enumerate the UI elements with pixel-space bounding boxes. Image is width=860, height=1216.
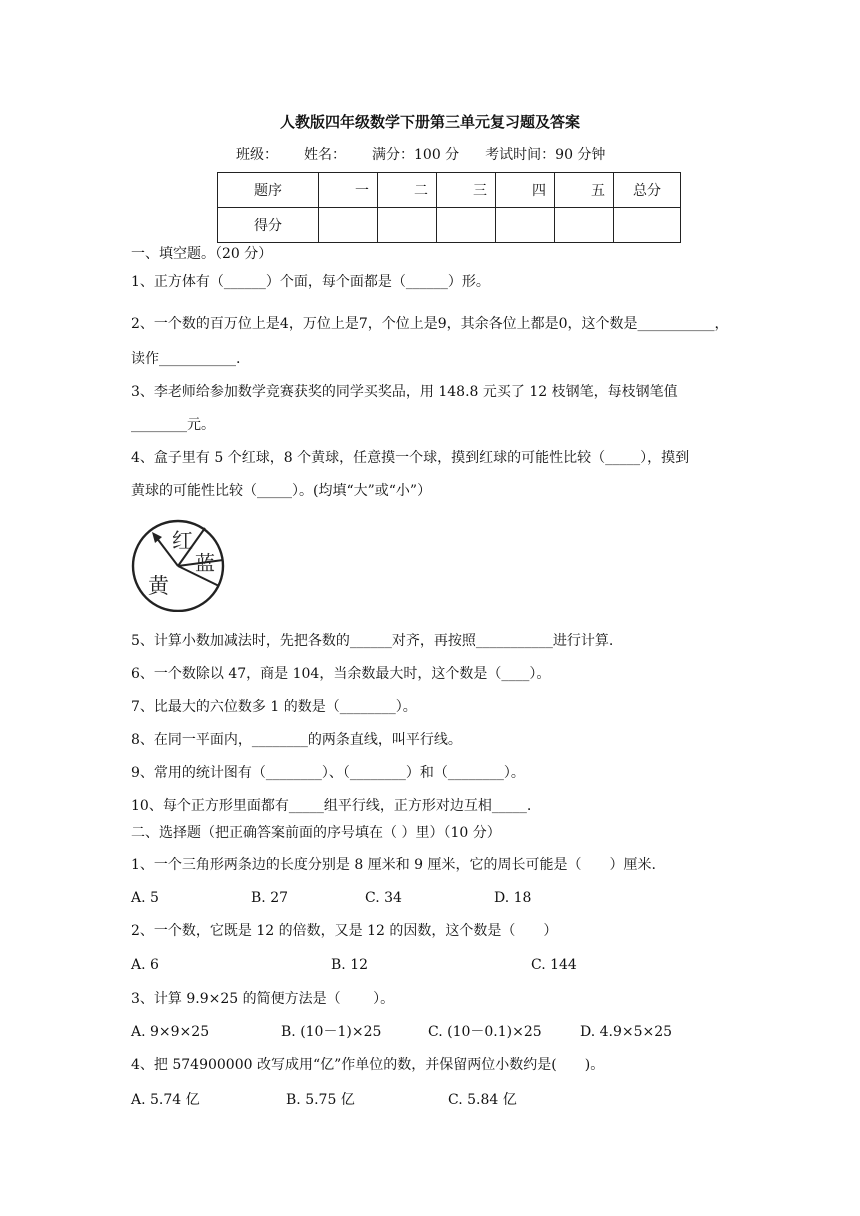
spinner-label-red: 红 <box>172 529 193 553</box>
table-cell: 三 <box>437 173 496 208</box>
option-2-3-c: C. (10－0.1)×25 <box>428 1024 542 1040</box>
question-1-2-line1: 2、一个数的百万位上是4，万位上是7，个位上是9，其余各位上都是0，这个数是___________， <box>131 316 729 332</box>
spinner-diagram <box>128 518 228 612</box>
question-1-1: 1、正方体有（______）个面，每个面都是（______）形。 <box>131 274 490 290</box>
option-2-2-a: A. 6 <box>131 957 159 973</box>
full-score: 满分：100 分 <box>372 147 460 163</box>
question-2-4: 4、把 574900000 改写成用“亿”作单位的数，并保留两位小数约是( )。 <box>131 1057 605 1073</box>
option-2-1-d: D. 18 <box>494 890 532 906</box>
option-2-3-d: D. 4.9×5×25 <box>580 1024 673 1040</box>
page-title: 人教版四年级数学下册第三单元复习题及答案 <box>279 113 580 131</box>
option-2-4-b: B. 5.75 亿 <box>286 1092 355 1108</box>
score-input-cell[interactable] <box>437 208 496 243</box>
question-1-3-line2: ________元。 <box>131 417 215 433</box>
header-info <box>236 146 605 164</box>
table-row <box>218 173 681 208</box>
section2-heading: 二、选择题（把正确答案前面的序号填在（ ）里）（10 分） <box>131 825 501 841</box>
table-row <box>218 208 681 243</box>
option-2-2-b: B. 12 <box>331 957 369 973</box>
question-1-6: 6、一个数除以 47，商是 104，当余数最大时，这个数是（____）。 <box>131 666 551 682</box>
question-1-9: 9、常用的统计图有（________）、（________）和（________）。 <box>131 765 525 781</box>
question-2-1: 1、一个三角形两条边的长度分别是 8 厘米和 9 厘米，它的周长可能是（ ）厘米. <box>131 857 656 873</box>
option-2-4-a: A. 5.74 亿 <box>131 1092 200 1108</box>
table-cell: 五 <box>555 173 614 208</box>
spinner-label-yellow: 黄 <box>148 574 169 598</box>
question-1-3-line1: 3、李老师给参加数学竞赛获奖的同学买奖品，用 148.8 元买了 12 枝钢笔，每枝钢笔值 <box>131 384 678 400</box>
option-2-4-c: C. 5.84 亿 <box>448 1092 517 1108</box>
option-2-3-a: A. 9×9×25 <box>131 1024 210 1040</box>
score-input-cell[interactable] <box>319 208 378 243</box>
option-2-1-b: B. 27 <box>251 890 289 906</box>
question-1-7: 7、比最大的六位数多 1 的数是（________）。 <box>131 699 417 715</box>
table-cell: 二 <box>378 173 437 208</box>
score-input-cell[interactable] <box>378 208 437 243</box>
table-cell: 一 <box>319 173 378 208</box>
question-1-4-line2: 黄球的可能性比较（_____）。(均填“大”或“小”） <box>131 483 432 499</box>
score-input-cell[interactable] <box>614 208 681 243</box>
section1-heading: 一、填空题。（20 分） <box>131 246 273 262</box>
name-label: 姓名： <box>304 147 346 163</box>
option-2-1-a: A. 5 <box>131 890 159 906</box>
spinner-label-blue: 蓝 <box>195 551 215 575</box>
score-input-cell[interactable] <box>496 208 555 243</box>
option-2-1-c: C. 34 <box>365 890 402 906</box>
question-2-3: 3、计算 9.9×25 的简便方法是（ ）。 <box>131 991 395 1007</box>
exam-time: 考试时间：90 分钟 <box>485 147 606 163</box>
question-1-10: 10、每个正方形里面都有_____组平行线，正方形对边互相_____. <box>131 798 532 814</box>
question-1-8: 8、在同一平面内，________的两条直线，叫平行线。 <box>131 732 462 748</box>
question-1-5: 5、计算小数加减法时，先把各数的______对齐，再按照___________进行计算. <box>131 633 614 649</box>
question-2-2: 2、一个数，它既是 12 的倍数，又是 12 的因数，这个数是（ ） <box>131 923 558 939</box>
question-1-4-line1: 4、盒子里有 5 个红球，8 个黄球，任意摸一个球，摸到红球的可能性比较（_____），摸到 <box>131 450 690 466</box>
class-label: 班级： <box>236 147 278 163</box>
score-table <box>217 172 681 243</box>
question-1-2-line2: 读作___________. <box>131 351 241 367</box>
score-input-cell[interactable] <box>555 208 614 243</box>
table-cell: 四 <box>496 173 555 208</box>
table-cell: 得分 <box>218 208 319 243</box>
option-2-2-c: C. 144 <box>531 957 577 973</box>
table-cell: 总分 <box>614 173 681 208</box>
table-cell: 题序 <box>218 173 319 208</box>
option-2-3-b: B. (10－1)×25 <box>281 1024 382 1040</box>
